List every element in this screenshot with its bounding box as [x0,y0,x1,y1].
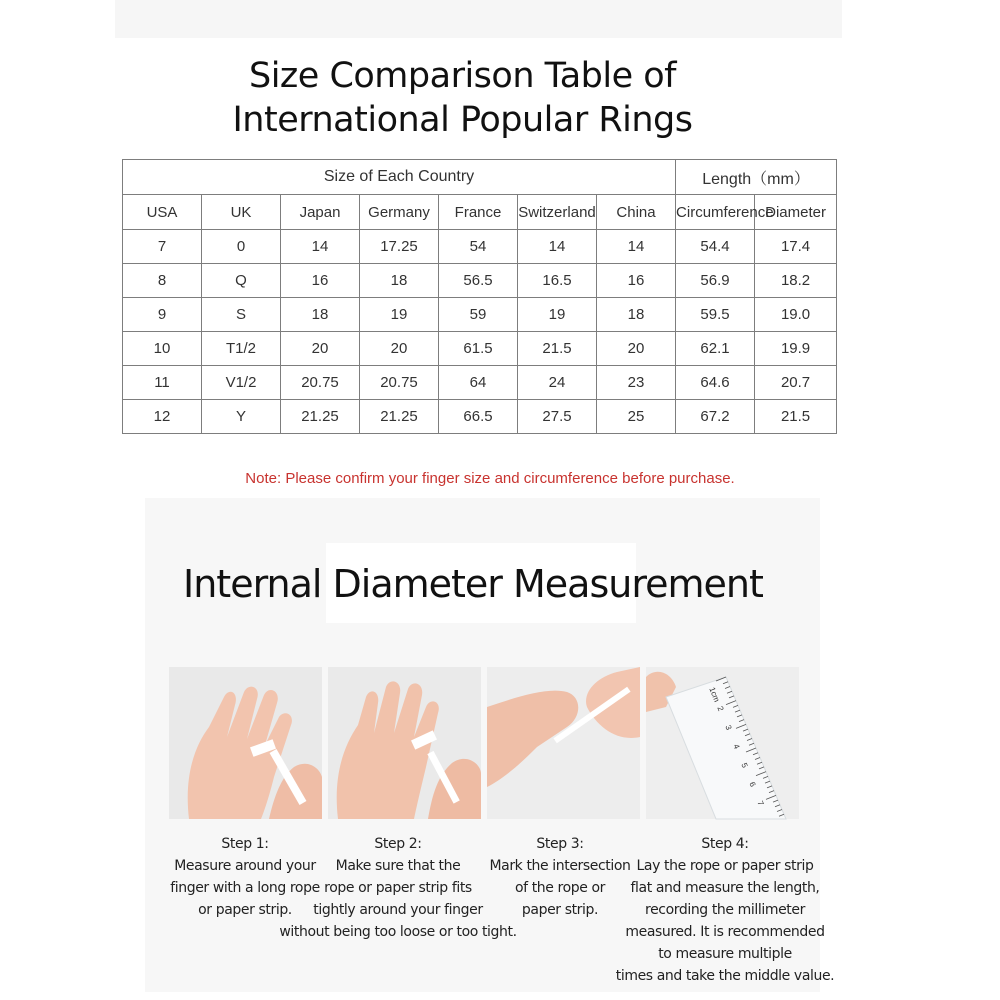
table-cell: 14 [597,230,676,264]
table-cell: 25 [597,400,676,434]
ruler-label: 7 [755,799,766,808]
page-title-line-2: International Popular Rings [232,100,693,140]
column-header-uk: UK [202,195,281,230]
table-cell: V1/2 [202,366,281,400]
step-line: Mark the intersection [489,858,631,874]
step-heading: Step 4: [701,836,749,852]
table-cell: 23 [597,366,676,400]
hand-wrapping-strip-photo [169,667,322,819]
table-cell: 8 [123,264,202,298]
ruler-label: 3 [723,723,734,732]
table-cell: 11 [123,366,202,400]
step-line: to measure multiple [658,946,792,962]
table-cell: 21.25 [281,400,360,434]
table-cell: 19 [360,298,439,332]
table-cell: 27.5 [518,400,597,434]
table-cell: 19.0 [755,298,837,332]
step-heading: Step 1: [221,836,269,852]
step-line: flat and measure the length, [630,880,820,896]
table-cell: 18 [597,298,676,332]
table-cell: 21.5 [755,400,837,434]
table-cell: 59.5 [676,298,755,332]
table-cell: 19 [518,298,597,332]
table-cell: 21.5 [518,332,597,366]
column-header-france: France [439,195,518,230]
table-cell: 66.5 [439,400,518,434]
table-cell: 20 [360,332,439,366]
table-cell: 64 [439,366,518,400]
ruler-label: 2 [715,704,726,713]
step-line: times and take the middle value. [615,968,835,984]
table-cell: 54 [439,230,518,264]
column-header-china: China [597,195,676,230]
table-cell: 14 [281,230,360,264]
page-title-line-1: Size Comparison Table of [248,56,677,96]
table-cell: 20.75 [360,366,439,400]
column-header-diameter: Diameter [755,195,837,230]
table-cell: 61.5 [439,332,518,366]
step-line: Lay the rope or paper strip [636,858,814,874]
table-cell: 18.2 [755,264,837,298]
step-line: Make sure that the [335,858,461,874]
table-row [123,332,837,366]
table-cell: Q [202,264,281,298]
table-row [123,230,837,264]
table-row [123,298,837,332]
column-header-switzerland: Switzerland [518,195,597,230]
table-row [123,264,837,298]
group-header-length: Length（mm） [676,160,837,195]
table-cell: 56.9 [676,264,755,298]
ring-size-table [122,159,837,434]
table-cell: 18 [281,298,360,332]
table-cell: 10 [123,332,202,366]
table-cell: T1/2 [202,332,281,366]
step-line: Measure around your [174,858,316,874]
table-cell: 59 [439,298,518,332]
column-header-circumference: Circumference [676,195,755,230]
step-line: tightly around your finger [313,902,483,918]
table-cell: 16.5 [518,264,597,298]
marking-strip-photo [487,667,640,819]
table-cell: 56.5 [439,264,518,298]
table-cell: 17.25 [360,230,439,264]
step-line: or paper strip. [198,902,292,918]
table-cell: 16 [281,264,360,298]
table-cell: 20 [597,332,676,366]
table-cell: 16 [597,264,676,298]
table-cell: 20.7 [755,366,837,400]
ruler-measuring-photo [646,667,799,819]
table-cell: 64.6 [676,366,755,400]
ruler-label: 4 [731,742,742,751]
table-row [123,366,837,400]
table-cell: 54.4 [676,230,755,264]
step-line: without being too loose or too tight. [279,924,517,940]
table-cell: 18 [360,264,439,298]
column-header-germany: Germany [360,195,439,230]
top-band [115,0,842,38]
step-line: of the rope or [514,880,606,896]
column-header-japan: Japan [281,195,360,230]
table-cell: S [202,298,281,332]
ruler-label: 5 [739,761,750,770]
table-cell: Y [202,400,281,434]
column-header-usa: USA [123,195,202,230]
step-line: measured. It is recommended [625,924,825,940]
ruler-label: 6 [747,780,758,789]
step-heading: Step 3: [536,836,584,852]
table-cell: 62.1 [676,332,755,366]
table-cell: 17.4 [755,230,837,264]
table-cell: 20.75 [281,366,360,400]
table-cell: 0 [202,230,281,264]
table-cell: 21.25 [360,400,439,434]
table-cell: 9 [123,298,202,332]
purchase-note: Note: Please confirm your finger size and circumference before purchase. [245,470,735,487]
step-line: recording the millimeter [645,902,805,918]
step-4-text [605,833,845,987]
table-row [123,400,837,434]
table-cell: 67.2 [676,400,755,434]
step-heading: Step 2: [374,836,422,852]
table-cell: 7 [123,230,202,264]
table-cell: 24 [518,366,597,400]
table-cell: 19.9 [755,332,837,366]
measurement-title: Internal Diameter Measurement [183,562,763,606]
step-line: paper strip. [521,902,599,918]
table-cell: 14 [518,230,597,264]
table-cell: 20 [281,332,360,366]
step-line: rope or paper strip fits [324,880,472,896]
hand-tightening-strip-photo [328,667,481,819]
ruler-label: 1cm [707,685,722,704]
table-cell: 12 [123,400,202,434]
group-header-country: Size of Each Country [123,160,676,195]
step-line: finger with a long rope [170,880,320,896]
